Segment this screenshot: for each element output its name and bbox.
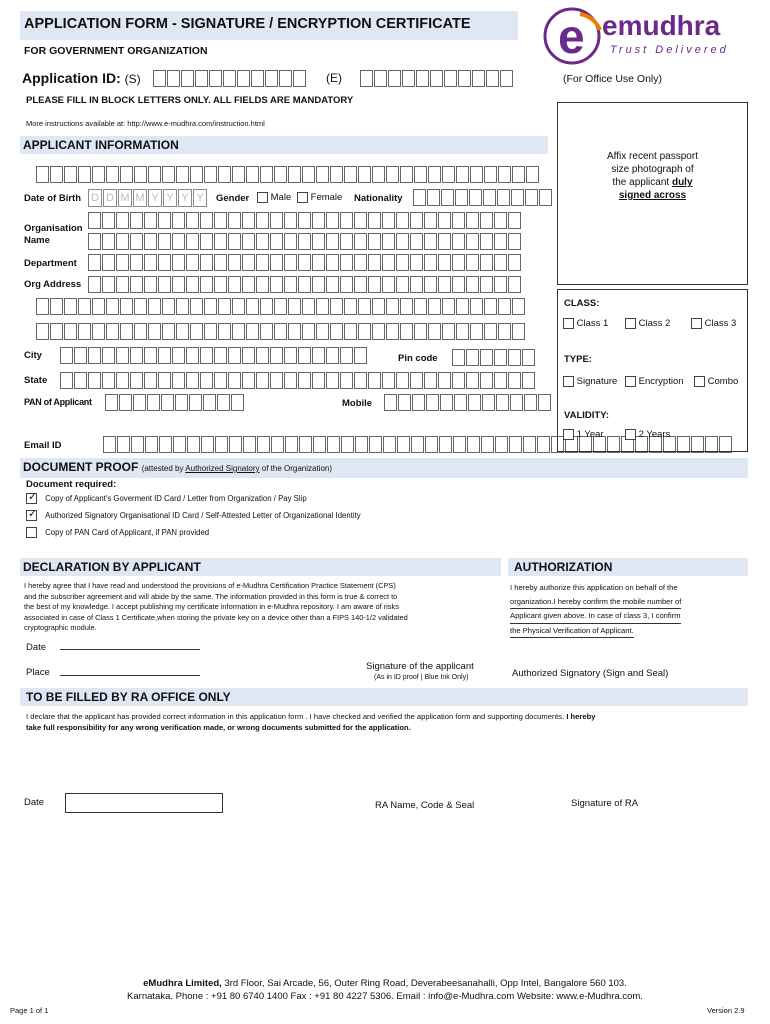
validity-1year-checkbox[interactable] <box>563 429 574 440</box>
signature-option[interactable] <box>563 376 617 387</box>
photo-line-3: the applicant <box>612 177 670 188</box>
org-address-boxes-1[interactable] <box>88 276 522 293</box>
org-address-label: Org Address <box>24 279 82 290</box>
page-number: Page 1 of 1 <box>10 1006 49 1015</box>
org-address-boxes-2[interactable] <box>36 298 526 315</box>
doc-item-2-text: Authorized Signatory Organisational ID Card / Self-Attested Letter of Organizational Identity <box>45 510 361 520</box>
authorization-line-4: the Physical Verification of Applicant. <box>510 624 634 639</box>
footer-address <box>0 977 770 1003</box>
validity-2years-option[interactable] <box>625 429 670 440</box>
organisation-name-boxes-2[interactable] <box>88 233 522 250</box>
class2-option[interactable] <box>625 318 670 329</box>
gender-male-checkbox[interactable] <box>257 192 268 203</box>
validity-label: VALIDITY: <box>564 410 610 421</box>
authorization-header: AUTHORIZATION <box>508 558 748 576</box>
app-id-s: (S) <box>124 72 141 86</box>
applicant-signature-note: (As in ID proof | Blue Ink Only) <box>374 674 469 681</box>
state-boxes[interactable] <box>60 372 536 389</box>
declaration-header: DECLARATION BY APPLICANT <box>20 558 501 576</box>
class-label: CLASS: <box>564 298 600 309</box>
department-boxes[interactable] <box>88 254 522 271</box>
dob-boxes[interactable] <box>88 189 208 207</box>
class2-text: Class 2 <box>638 318 671 330</box>
more-instructions: More instructions available at: http://www.e-mudhra.com/instruction.html <box>26 119 265 128</box>
applicant-info-header: APPLICANT INFORMATION <box>20 136 548 154</box>
nationality-label: Nationality <box>354 193 403 204</box>
class3-checkbox[interactable] <box>691 318 702 329</box>
type-label: TYPE: <box>564 354 592 365</box>
declaration-line-2: and the subscriber agreement and will abide by the same. The information provided in this form is true & correct to <box>24 591 398 601</box>
form-title: APPLICATION FORM - SIGNATURE / ENCRYPTION CERTIFICATE <box>24 16 471 32</box>
application-id-label <box>22 70 141 86</box>
signature-text: Signature <box>576 376 618 388</box>
pincode-boxes[interactable] <box>452 349 536 366</box>
doc-proof-note-pre: (attested by <box>141 464 184 473</box>
certificate-options-panel <box>557 289 748 452</box>
doc-item-1[interactable] <box>26 493 307 504</box>
version-label: Version 2.9 <box>707 1006 745 1015</box>
gender-female-text: Female <box>310 192 343 204</box>
validity-2years-checkbox[interactable] <box>625 429 636 440</box>
dob-d1[interactable]: D <box>88 189 102 207</box>
validity-2years-text: 2 Years <box>638 429 671 441</box>
combo-text: Combo <box>707 376 739 388</box>
gender-male-option[interactable] <box>257 192 291 203</box>
block-letters-instruction: PLEASE FILL IN BLOCK LETTERS ONLY. ALL FIELDS ARE MANDATORY <box>26 95 354 106</box>
app-id-s-boxes[interactable] <box>153 70 307 87</box>
app-id-e: (E) <box>326 71 342 85</box>
authorization-line-3: Applicant given above. In case of class 3, I confirm <box>510 609 681 624</box>
logo-word: emudhra <box>602 10 721 41</box>
gender-male-text: Male <box>270 192 292 204</box>
photo-line-4: signed across <box>618 190 687 201</box>
footer-address-line: 3rd Floor, Sai Arcade, 56, Outer Ring Road, Deverabeesanahalli, Opp Intel, Bangalore 560 103. <box>224 978 627 989</box>
app-id-e-boxes[interactable] <box>360 70 514 87</box>
doc-item-1-text: Copy of Applicant's Goverment ID Card / Letter from Organization / Pay Slip <box>45 493 307 503</box>
dob-d2[interactable]: D <box>103 189 117 207</box>
nationality-boxes[interactable] <box>413 189 553 206</box>
authorization-line-2: organization.I hereby confirm the mobile number of <box>510 595 681 610</box>
organisation-name-boxes-1[interactable] <box>88 212 522 229</box>
ra-office-header: TO BE FILLED BY RA OFFICE ONLY <box>20 688 748 706</box>
declaration-place-label: Place <box>26 667 50 678</box>
app-id-label-text: Application ID: <box>22 70 121 86</box>
documents-required-label: Document required: <box>26 479 117 490</box>
doc-item-2-checkbox[interactable] <box>26 510 37 521</box>
ra-declaration-line-1a: I declare that the applicant has provided correct information in this application form . I have checked and verified the application form and supporting documents. <box>26 712 565 721</box>
gender-female-checkbox[interactable] <box>297 192 308 203</box>
ra-declaration <box>26 711 746 733</box>
applicant-name-boxes[interactable] <box>36 166 540 183</box>
dob-m2[interactable]: M <box>133 189 147 207</box>
dob-m1[interactable]: M <box>118 189 132 207</box>
dob-label: Date of Birth <box>24 193 81 204</box>
photo-line-3b: duly <box>671 177 693 188</box>
declaration-line-3: the best of my knowledge. I accept publishing my certificate information in e-Mudhra repository. I am aware of risks <box>24 602 399 611</box>
pan-label: PAN of Applicant <box>24 397 92 407</box>
combo-option[interactable] <box>694 376 738 387</box>
document-proof-title: DOCUMENT PROOF <box>23 460 139 474</box>
class1-text: Class 1 <box>576 318 609 330</box>
photo-line-2: size photograph of <box>611 164 694 175</box>
svg-text:e: e <box>558 11 585 64</box>
declaration-line-4: associated in case of Class 1 Certificate,when storing the private key on a device other than a FIPS 140-1/2 validated <box>24 612 408 622</box>
ra-date-label: Date <box>24 797 45 808</box>
declaration-text <box>24 581 502 634</box>
dob-y4[interactable]: Y <box>193 189 207 207</box>
org-address-boxes-3[interactable] <box>36 323 526 340</box>
mobile-boxes[interactable] <box>384 394 552 411</box>
organisation-name-label <box>24 223 83 247</box>
signature-checkbox[interactable] <box>563 376 574 387</box>
encryption-option[interactable] <box>625 376 684 387</box>
doc-item-2[interactable] <box>26 510 361 521</box>
office-use-note: (For Office Use Only) <box>563 73 662 85</box>
document-proof-header <box>20 458 748 478</box>
form-subtitle: FOR GOVERNMENT ORGANIZATION <box>24 45 208 57</box>
doc-item-3-text: Copy of PAN Card of Applicant, if PAN provided <box>45 527 210 537</box>
emudhra-logo <box>540 6 760 64</box>
emudhra-logo-mark-icon <box>540 6 608 66</box>
ra-name-code-seal-label: RA Name, Code & Seal <box>375 800 475 811</box>
gender-label: Gender <box>216 193 250 204</box>
declaration-line-5: cryptographic module. <box>24 623 97 632</box>
doc-proof-note-post: of the Organization) <box>261 464 333 473</box>
pincode-label: Pin code <box>398 353 438 364</box>
doc-item-3-checkbox[interactable] <box>26 527 37 538</box>
city-label: City <box>24 350 42 361</box>
footer-company: eMudhra Limited, <box>143 978 222 989</box>
validity-1year-option[interactable] <box>563 429 604 440</box>
footer-contact: Karnataka. Phone : +91 80 6740 1400 Fax : +91 80 4227 5306. Email : info@e-Mudhra.com Website: www.e-Mudhra.com. <box>127 991 643 1002</box>
state-label: State <box>24 375 48 386</box>
authorization-text <box>510 581 746 638</box>
combo-checkbox[interactable] <box>694 376 705 387</box>
gender-female-option[interactable] <box>297 192 342 203</box>
doc-item-3[interactable] <box>26 527 209 538</box>
class2-checkbox[interactable] <box>625 318 636 329</box>
validity-1year-text: 1 Year <box>576 429 604 441</box>
logo-tagline: Trust Delivered <box>610 44 729 56</box>
applicant-signature-label: Signature of the applicant <box>366 661 474 672</box>
doc-proof-note-link: Authorized Signatory <box>185 464 260 473</box>
declaration-line-1: I hereby agree that I have read and understood the provisions of e-Mudhra Certification Practice Statement (CPS) <box>24 581 396 590</box>
authorized-signatory-label: Authorized Signatory (Sign and Seal) <box>512 668 669 679</box>
photo-instruction <box>558 150 747 202</box>
authorization-line-1: I hereby authorize this application on behalf of the <box>510 583 678 592</box>
ra-date-field[interactable] <box>65 793 223 813</box>
class1-checkbox[interactable] <box>563 318 574 329</box>
pan-boxes[interactable] <box>105 394 245 411</box>
dob-y3[interactable]: Y <box>178 189 192 207</box>
ra-signature-label: Signature of RA <box>571 798 639 809</box>
org-name-label-2: Name <box>24 235 50 246</box>
class1-option[interactable] <box>563 318 608 329</box>
dob-y2[interactable]: Y <box>163 189 177 207</box>
ra-declaration-line-2: take full responsibility for any wrong verification made, or wrong documents submitted for the application. <box>26 723 411 732</box>
dob-y1[interactable]: Y <box>148 189 162 207</box>
encryption-checkbox[interactable] <box>625 376 636 387</box>
city-boxes[interactable] <box>60 347 368 364</box>
ra-declaration-line-1b: I hereby <box>566 712 596 721</box>
declaration-date-label: Date <box>26 642 47 653</box>
org-name-label-1: Organisation <box>24 223 83 234</box>
class3-option[interactable] <box>691 318 736 329</box>
encryption-text: Encryption <box>638 376 684 388</box>
photo-box[interactable] <box>557 102 748 285</box>
declaration-place-line[interactable] <box>60 675 200 676</box>
email-label: Email ID <box>24 440 62 451</box>
photo-line-1: Affix recent passport <box>607 151 698 162</box>
department-label: Department <box>24 258 77 269</box>
declaration-date-line[interactable] <box>60 649 200 650</box>
mobile-label: Mobile <box>342 398 373 409</box>
class3-text: Class 3 <box>704 318 737 330</box>
doc-item-1-checkbox[interactable] <box>26 493 37 504</box>
